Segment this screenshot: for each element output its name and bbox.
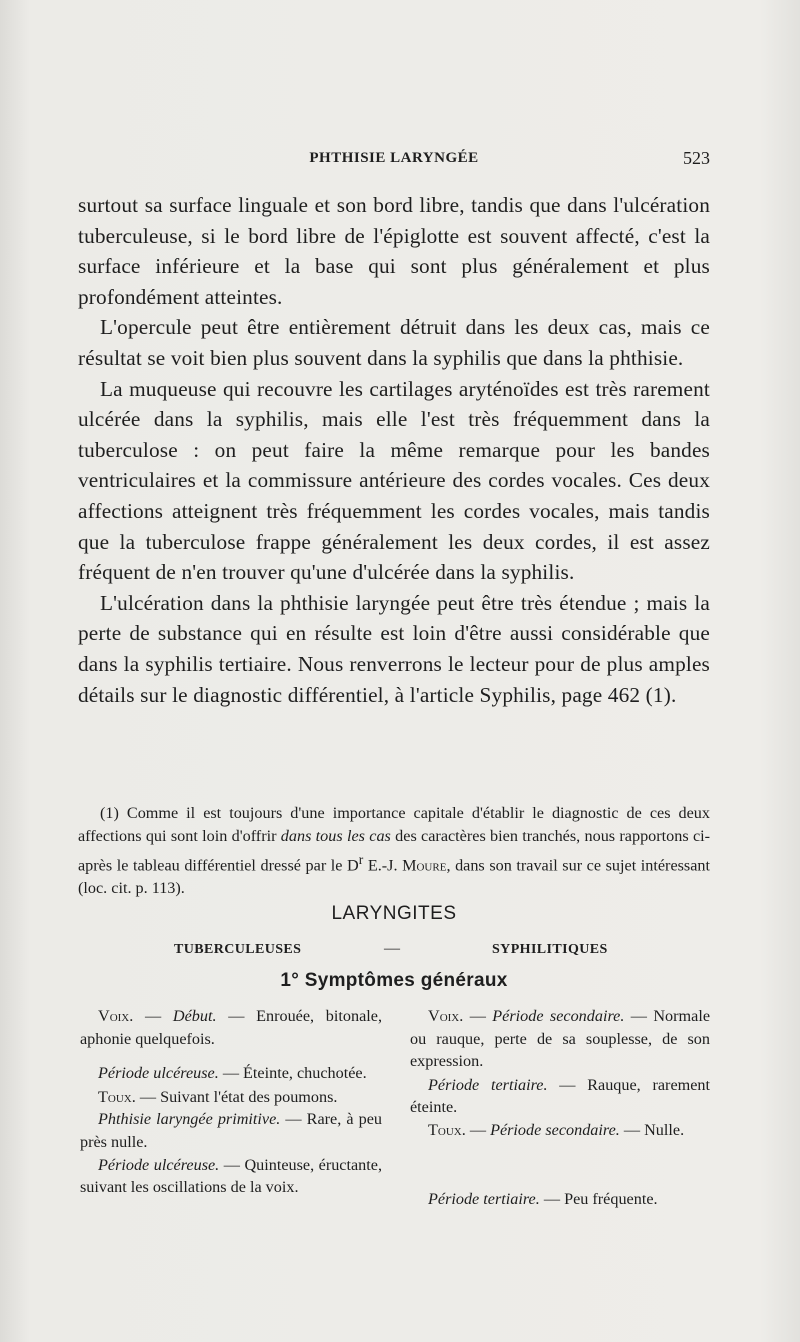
body-text — [78, 190, 710, 710]
section-heading: 1° Symptômes généraux — [280, 970, 508, 991]
entry-voix: Voix. — Début. — Enrouée, bitonale, aphonie quelquefois. — [80, 1007, 382, 1048]
entry-toux-ulcereuse: Période ulcéreuse. — Quinteuse, éructante, suivant les oscillations de la voix. — [80, 1155, 382, 1197]
column-header-tuberculeuses: TUBERCULEUSES — [174, 942, 302, 957]
paragraph: La muqueuse qui recouvre les cartilages aryténoïdes est très rarement ulcérée dans la syphilis, mais elle l'est très fréquemment dans la tuberculose : on peut faire la même remarque pour les bandes ventriculaires et la commissure antérieure des cordes vocales. Ces deux affections atteignent très fréquemment les cordes vocales, mais tandis que la tuberculose frappe généralement les deux cordes, il est assez fréquent de n'en trouver qu'une d'ulcérée dans la syphilis. — [78, 376, 710, 585]
footnote — [78, 802, 710, 900]
footnote-emphasis: dans tous les cas — [280, 827, 391, 845]
page-header — [78, 150, 710, 174]
entry-voix-ulcereuse: Période ulcéreuse. — Éteinte, chuchotée. — [98, 1064, 367, 1083]
table-title: LARYNGITES — [331, 903, 457, 924]
footnote-dr-superscript: r — [358, 852, 364, 867]
column-syphilitiques — [410, 1005, 710, 1210]
entry-toux-tertiaire: Période tertiaire. — Peu fréquente. — [428, 1189, 658, 1208]
column-headers — [78, 942, 710, 962]
column-header-dash: — — [384, 940, 401, 957]
entry-toux: Toux. — Période secondaire. — Nulle. — [428, 1120, 685, 1139]
column-header-syphilitiques: SYPHILITIQUES — [492, 942, 608, 957]
paragraph: L'ulcération dans la phthisie laryngée peut être très étendue ; mais la perte de substance qui en résulte est loin d'être aussi considérable que dans la syphilis tertiaire. Nous renverrons le lecteur pour de plus amples détails sur le diagnostic différentiel, à l'article Syphilis, page 462 (1). — [78, 590, 710, 707]
entry-toux-primitive: Phthisie laryngée primitive. — Rare, à peu près nulle. — [80, 1110, 382, 1151]
footnote-author: E.-J. Moure — [367, 856, 447, 875]
entry-voix-tertiaire: Période tertiaire. — Rauque, rarement éteinte. — [410, 1075, 711, 1117]
running-title: PHTHISIE LARYNGÉE — [309, 150, 479, 166]
column-tuberculeuses — [80, 1005, 382, 1199]
paragraph: surtout sa surface linguale et son bord libre, tandis que dans l'ulcération tuberculeuse, si le bord libre de l'épiglotte est souvent affecté, c'est la surface inférieure et la base qui sont plus généralement et plus profondément atteintes. — [78, 193, 710, 309]
entry-toux: Toux. — Suivant l'état des poumons. — [98, 1087, 338, 1106]
footnote-text: (1) Comme il est toujours d'une importance capitale d'établir le diagnostic de ces deux affections qui sont loin d'offrir — [78, 804, 710, 845]
paragraph: L'opercule peut être entièrement détruit dans les deux cas, mais ce résultat se voit bien plus souvent dans la syphilis que dans la phthisie. — [78, 315, 710, 370]
entry-voix: Voix. — Période secondaire. — Normale ou rauque, perte de sa souplesse, de son expression. — [410, 1007, 710, 1071]
footnote-text: , dans son travail sur ce sujet intéressant (loc. cit. p. 113). — [78, 856, 710, 898]
page-number: 523 — [683, 148, 710, 168]
footnote-text: des caractères bien tranchés, nous rapportons ci-après le tableau différentiel dressé par le D — [78, 827, 711, 875]
